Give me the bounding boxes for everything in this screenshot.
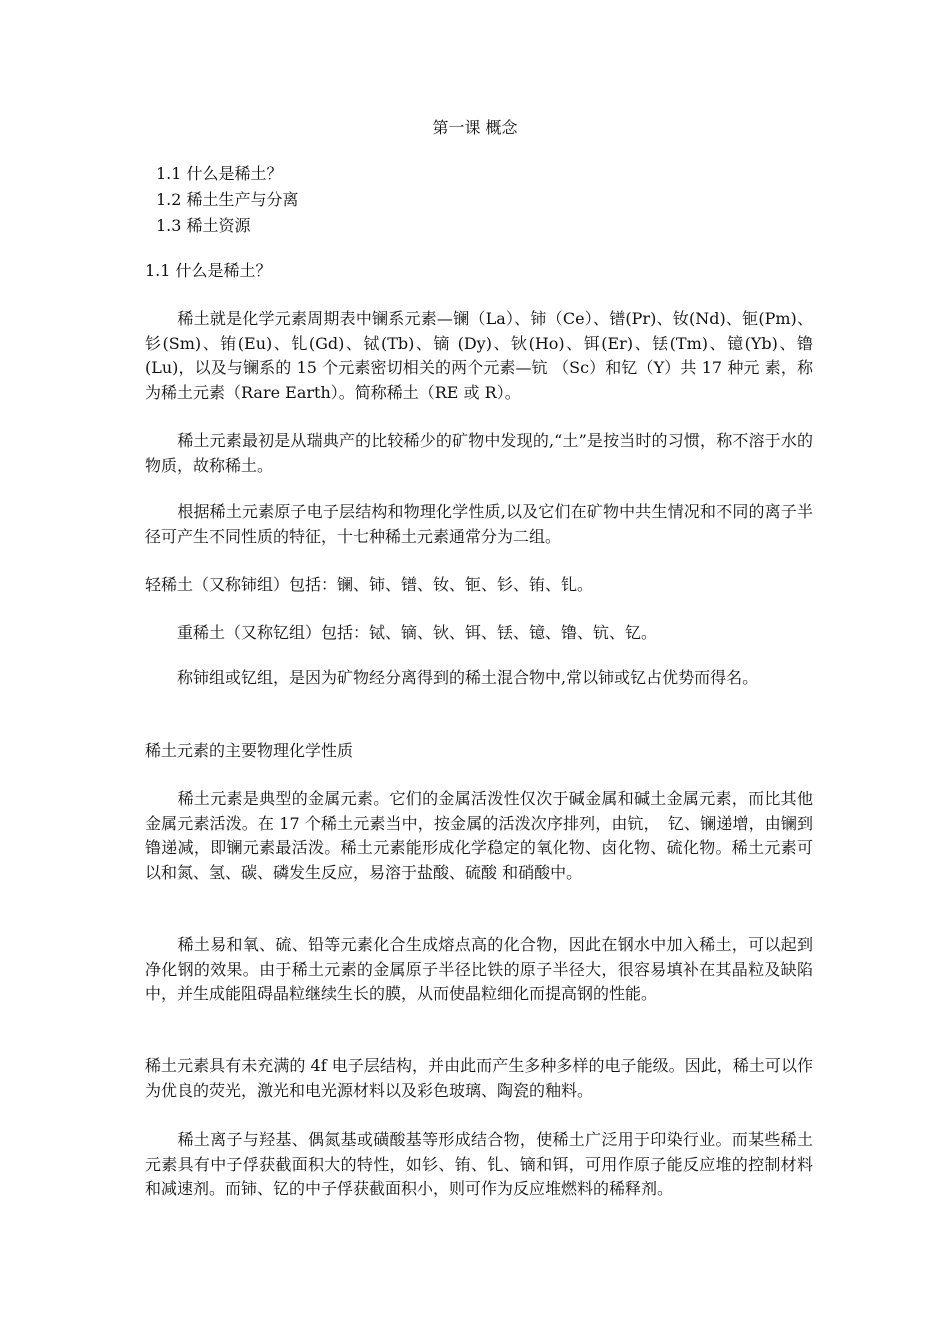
paragraph-steel-application: 稀土易和氧、硫、铅等元素化合生成熔点高的化合物，因此在钢水中加入稀土，可以起到净化钢的效果。由于稀土元素的金属原子半径比铁的原子半径大，很容易填补在其晶粒及缺陷中，并生成能阻碍晶粒继续生长的膜，从而使晶粒细化而提高钢的性能。 — [145, 935, 813, 1003]
toc-item: 1.3 稀土资源 — [156, 216, 251, 235]
paragraph-group-naming: 称铈组或钇组，是因为矿物经分离得到的稀土混合物中,常以铈或钇占优势而得名。 — [145, 668, 759, 687]
paragraph-light-rare-earths: 轻稀土（又称铈组）包括：镧、铈、镨、钕、钷、钐、铕、钆。 — [145, 575, 594, 594]
table-of-contents — [156, 161, 299, 239]
paragraph-electron-structure: 稀土元素具有未充满的 4f 电子层结构，并由此而产生多种多样的电子能级。因此，稀土可以作为优良的荧光，激光和电光源材料以及彩色玻璃、陶瓷的釉料。 — [145, 1056, 813, 1100]
toc-item: 1.2 稀土生产与分离 — [156, 190, 299, 209]
section-heading: 1.1 什么是稀土？ — [145, 261, 272, 280]
lesson-title: 第一课 概念 — [432, 118, 518, 137]
toc-item: 1.1 什么是稀土？ — [156, 164, 283, 183]
paragraph-heavy-rare-earths: 重稀土（又称钇组）包括：铽、镝、钬、铒、铥、镱、镥、钪、钇。 — [145, 623, 658, 642]
paragraph-definition: 稀土就是化学元素周期表中镧系元素—镧（La）、铈（Ce）、镨(Pr)、钕(Nd)、钷(Pm)、钐(Sm)、铕(Eu)、钆(Gd)、铽(Tb)、镝 (Dy)、钬(Ho)、铒(Er)、铥(Tm)、镱(Yb)、镥(Lu)，以及与镧系的 15 个元素密切相关的两个元素—钪 （Sc）和钇（Y）共 17 种元 素，称为稀土元素（Rare Earth）。简称稀土（RE 或 R）。 — [145, 309, 813, 402]
subheading-properties: 稀土元素的主要物理化学性质 — [145, 741, 354, 760]
paragraph-origin: 稀土元素最初是从瑞典产的比较稀少的矿物中发现的,“土”是按当时的习惯，称不溶于水的物质，故称稀土。 — [145, 431, 813, 475]
paragraph-metal-properties: 稀土元素是典型的金属元素。它们的金属活泼性仅次于碱金属和碱土金属元素，而比其他金属元素活泼。在 17 个稀土元素当中，按金属的活泼次序排列，由钪， 钇、镧递增，由镧到镥递减，即镧元素最活泼。稀土元素能形成化学稳定的氧化物、卤化物、硫化物。稀土元素可以和氮、氢、碳、磷发生反应，易溶于盐酸、硫酸 和硝酸中。 — [145, 789, 813, 882]
paragraph-classification: 根据稀土元素原子电子层结构和物理化学性质,以及它们在矿物中共生情况和不同的离子半径可产生不同性质的特征，十七种稀土元素通常分为二组。 — [145, 502, 813, 546]
paragraph-industrial-uses: 稀土离子与羟基、偶氮基或磺酸基等形成结合物，使稀土广泛用于印染行业。而某些稀土元素具有中子俘获截面积大的特性，如钐、铕、钆、镝和铒，可用作原子能反应堆的控制材料和减速剂。而铈、钇的中子俘获截面积小，则可作为反应堆燃料的稀释剂。 — [145, 1130, 813, 1198]
